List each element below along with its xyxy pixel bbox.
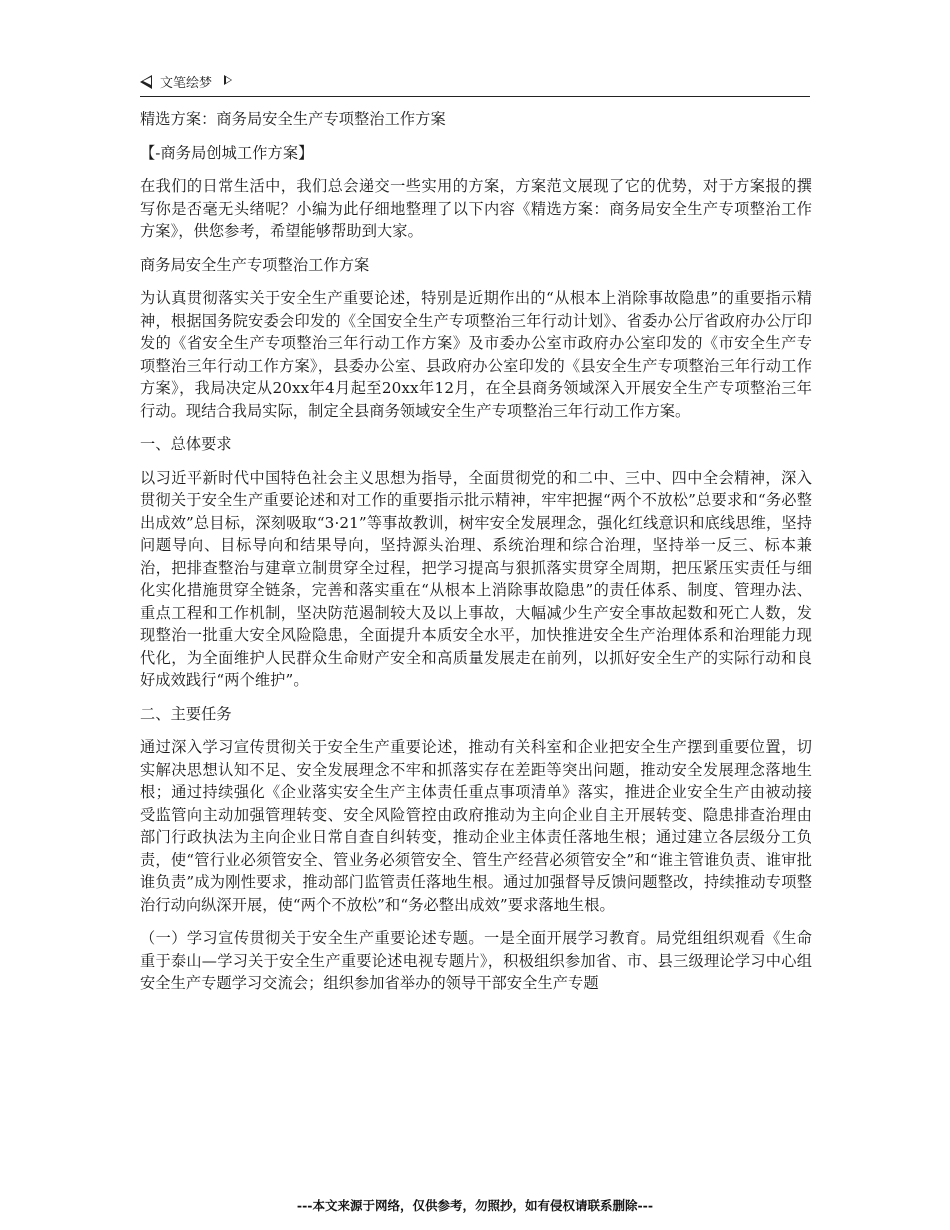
paragraph: 通过深入学习宣传贯彻关于安全生产重要论述，推动有关科室和企业把安全生产摆到重要位置，切实解决思想认知不足、安全发展理念不牢和抓落实存在差距等突出问题，推动安全发展理念落地生根；通过持续强化《企业落实安全生产主体责任重点事项清单》落实，推进企业安全生产由被动接受监管向主动加强管理转变、安全风险管控由政府推动为主向企业自主开展转变、隐患排查治理由部门行政执法为主向企业日常自查自纠转变，推动企业主体责任落地生根；通过建立各层级分工负责，使“管行业必须管安全、管业务必须管安全、管生产经营必须管安全”和“谁主管谁负责、谁审批谁负责”成为刚性要求，推动部门监管责任落地生根。通过加强督导反馈问题整改，持续推动专项整治行动向纵深开展，使“两个不放松”和“务必整出成效”要求落地生根。 xyxy=(140,738,812,914)
subtitle: 【-商务局创城工作方案】 xyxy=(140,143,314,162)
brand-name: 文笔绘梦 xyxy=(160,76,213,91)
heading-general-requirements: 一、总体要求 xyxy=(140,435,232,453)
intro-paragraph: 在我们的日常生活中，我们总会递交一些实用的方案，方案范文展现了它的优势，对于方案报的撰写你是否毫无头绪呢？小编为此仔细地整理了以下内容《精选方案：商务局安全生产专项整治工作方案》，供您参考，希望能够帮助到大家。 xyxy=(140,177,812,240)
heading-main-tasks: 二、主要任务 xyxy=(140,704,232,723)
document-title: 精选方案：商务局安全生产专项整治工作方案 xyxy=(140,110,446,128)
paragraph: 为认真贯彻落实关于安全生产重要论述，特别是近期作出的“从根本上消除事故隐患”的重要指示精神，根据国务院安委会印发的《全国安全生产专项整治三年行动计划》、省委办公厅省政府办公厅印发的《省安全生产专项整治三年行动工作方案》及市委办公室市政府办公室印发的《市安全生产专项整治三年行动工作方案》，县委办公室、县政府办公室印发的《县安全生产专项整治三年行动工作方案》，我局决定从20xx年4月起至20xx年12月，在全县商务领域深入开展安全生产专项整治三年行动。现结合我局实际，制定全县商务领域安全生产专项整治三年行动工作方案。 xyxy=(140,289,812,420)
footer-disclaimer: ---本文来源于网络，仅供参考，勿照抄，如有侵权请联系删除--- xyxy=(296,1198,654,1213)
document-body xyxy=(140,108,812,1006)
triangle-left-icon xyxy=(140,75,152,89)
section-title: 商务局安全生产专项整治工作方案 xyxy=(140,255,370,274)
paragraph: 以习近平新时代中国特色社会主义思想为指导，全面贯彻党的和二中、三中、四中全会精神，深入贯彻关于安全生产重要论述和对工作的重要指示批示精神，牢牢把握“两个不放松”总要求和“务必整出成效”总目标，深刻吸取“3·21”等事故教训，树牢安全发展理念，强化红线意识和底线思维，坚持问题导向、目标导向和结果导向，坚持源头治理、系统治理和综合治理，坚持举一反三、标本兼治，把排查整治与建章立制贯穿全过程，把学习提高与狠抓落实贯穿全周期，把压紧压实责任与细化实化措施贯穿全链条，完善和落实重在“从根本上消除事故隐患”的责任体系、制度、管理办法、重点工程和工作机制，坚决防范遏制较大及以上事故，大幅减少生产安全事故起数和死亡人数，发现整治一批重大安全风险隐患，全面提升本质安全水平，加快推进安全生产治理体系和治理能力现代化，为全面维护人民群众生命财产安全和高质量发展走在前列，以抓好安全生产的实际行动和良好成效践行“两个维护”。 xyxy=(140,468,812,689)
paragraph: （一）学习宣传贯彻关于安全生产重要论述专题。一是全面开展学习教育。局党组组织观看《生命重于泰山—学习关于安全生产重要论述电视专题片》，积极组织参加省、市、县三级理论学习中心组安全生产专题学习交流会；组织参加省举办的领导干部安全生产专题 xyxy=(140,929,812,992)
brand xyxy=(140,72,232,91)
triangle-right-icon xyxy=(224,75,232,85)
page-header xyxy=(140,70,810,97)
